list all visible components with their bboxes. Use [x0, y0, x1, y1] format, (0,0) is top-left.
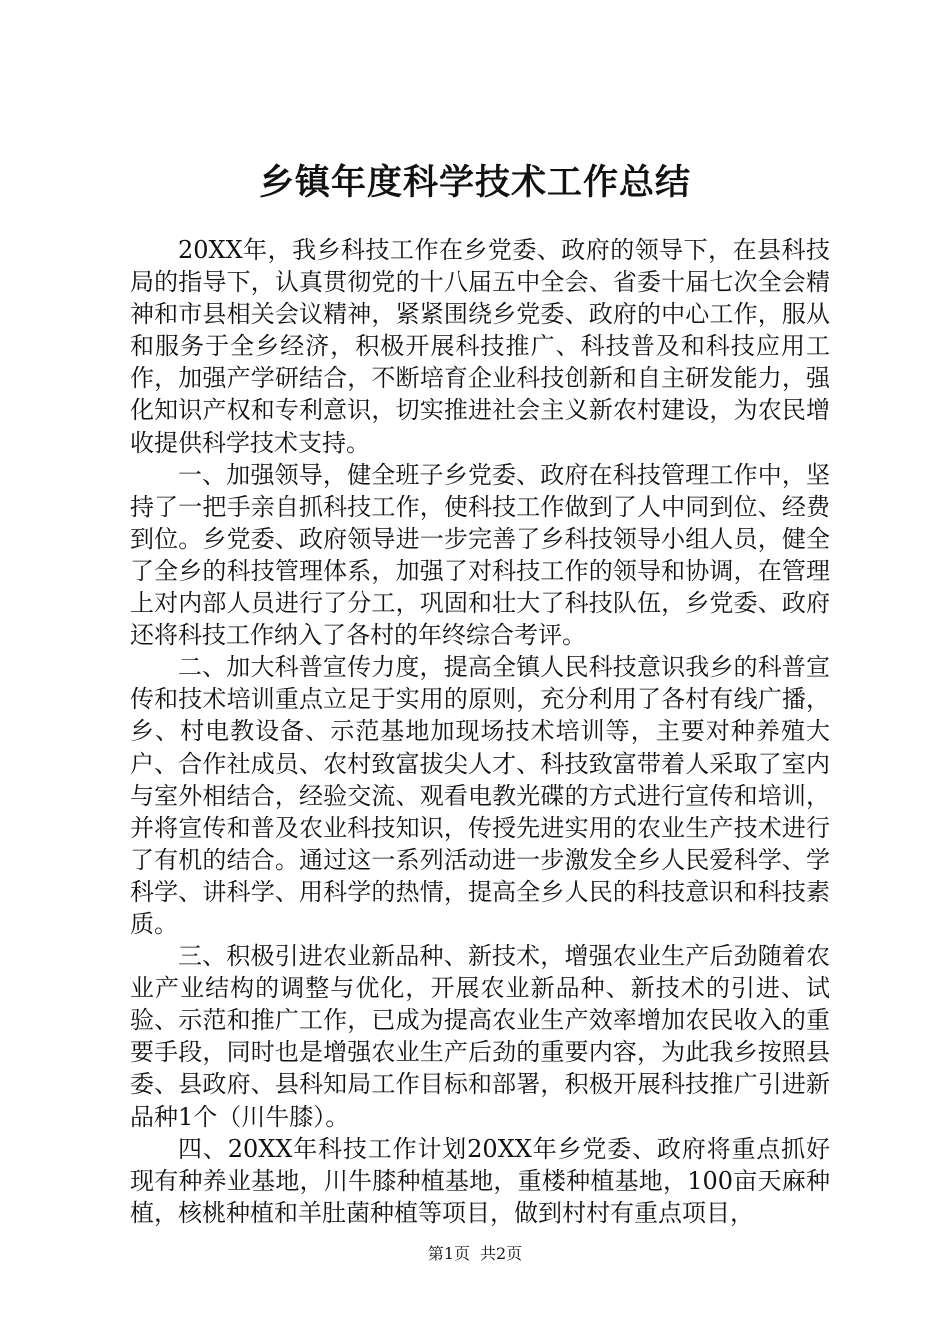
document-title: 乡镇年度科学技术工作总结	[258, 162, 691, 203]
paragraph-intro: 20XX年，我乡科技工作在乡党委、政府的领导下，在县科技局的指导下，认真贯彻党的十八届五中全会、省委十届七次全会精神和市县相关会议精神，紧紧围绕乡党委、政府的中心工作，服从和服务于全乡经济，积极开展科技推广、科技普及和科技应用工作，加强产学研结合，不断培育企业科技创新和自主研发能力，强化知识产权和专利意识，切实推进社会主义新农村建设，为农民增收提供科学技术支持。	[130, 236, 830, 457]
paragraph-section-2: 二、加大科普宣传力度，提高全镇人民科技意识我乡的科普宣传和技术培训重点立足于实用的原则，充分利用了各村有线广播，乡、村电教设备、示范基地加现场技术培训等，主要对种养殖大户、合作社成员、农村致富拔尖人才、科技致富带着人采取了室内与室外相结合，经验交流、观看电教光碟的方式进行宣传和培训，并将宣传和普及农业科技知识，传授先进实用的农业生产技术进行了有机的结合。通过这一系列活动进一步激发全乡人民爱科学、学科学、讲科学、用科学的热情，提高全乡人民的科技意识和科技素质。	[130, 653, 830, 938]
paragraph-section-1: 一、加强领导，健全班子乡党委、政府在科技管理工作中，坚持了一把手亲自抓科技工作，使科技工作做到了人中同到位、经费到位。乡党委、政府领导进一步完善了乡科技领导小组人员，健全了全乡的科技管理体系，加强了对科技工作的领导和协调，在管理上对内部人员进行了分工，巩固和壮大了科技队伍，乡党委、政府还将科技工作纳入了各村的年终综合考评。	[130, 460, 830, 650]
page-number: 第1页	[427, 1244, 470, 1263]
paragraph-section-3: 三、积极引进农业新品种、新技术，增强农业生产后劲随着农业产业结构的调整与优化，开展农业新品种、新技术的引进、试验、示范和推广工作，已成为提高农业生产效率增加农民收入的重要手段，同时也是增强农业生产后劲的重要内容，为此我乡按照县委、县政府、县科知局工作目标和部署，积极开展科技推广引进新品种1个（川牛膝）。	[130, 942, 830, 1131]
paragraph-section-4: 四、20XX年科技工作计划20XX年乡党委、政府将重点抓好现有种养业基地，川牛膝种植基地，重楼种植基地，100亩天麻种植，核桃种植和羊肚菌种植等项目，做到村村有重点项目，	[130, 1134, 830, 1227]
page-footer	[0, 1244, 950, 1264]
document-body	[130, 234, 830, 1229]
page-total: 共2页	[480, 1244, 523, 1263]
